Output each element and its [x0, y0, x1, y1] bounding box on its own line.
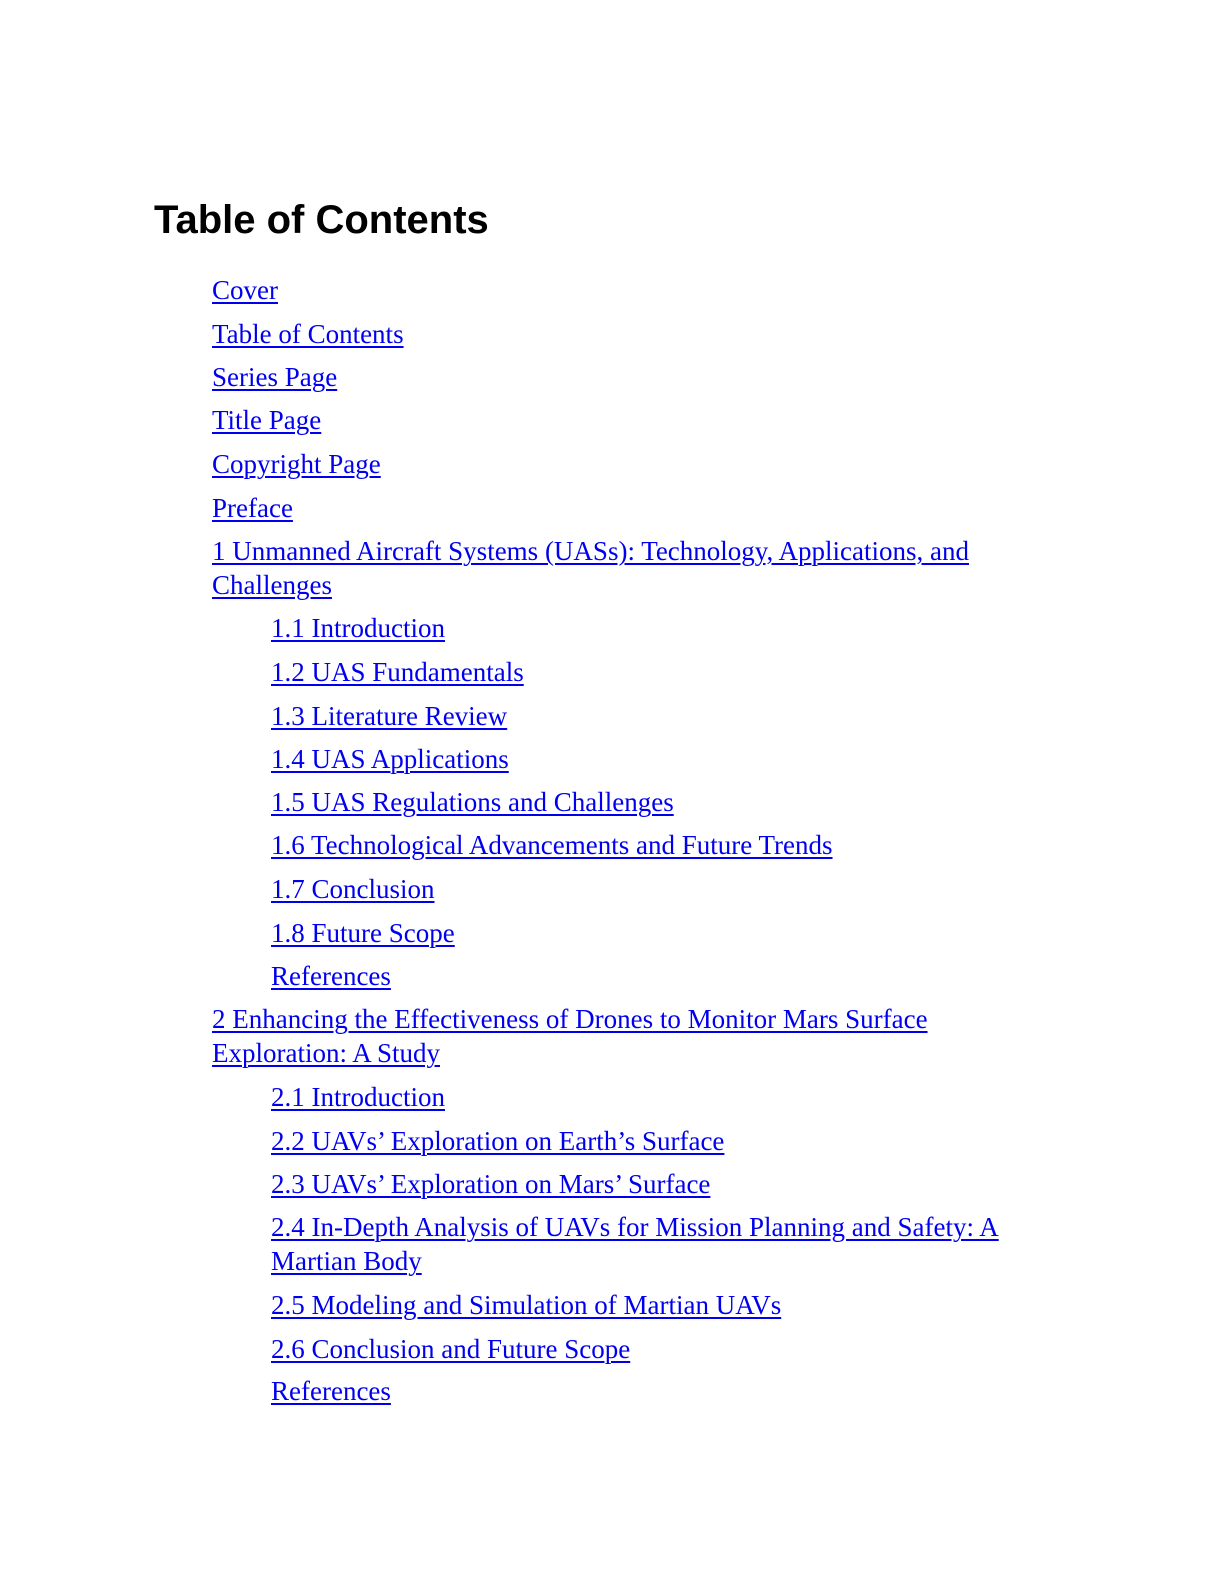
toc-entry-2-5 [271, 1288, 1061, 1322]
toc-entry-1-7 [271, 872, 1061, 906]
toc-link-table-of-contents[interactable]: Table of Contents [212, 319, 404, 349]
toc-entry-2-2 [271, 1124, 1061, 1158]
toc-link-2-3[interactable]: 2.3 UAVs’ Exploration on Mars’ Surface [271, 1169, 711, 1199]
toc-link-1-4[interactable]: 1.4 UAS Applications [271, 744, 509, 774]
toc-link-preface[interactable]: Preface [212, 493, 293, 523]
toc-entry-preface [212, 491, 1062, 525]
toc-entry-1-2 [271, 655, 1061, 689]
toc-entry-chapter-2 [212, 1002, 1062, 1070]
toc-entry-cover [212, 273, 1062, 307]
toc-entry-copyright-page [212, 447, 1062, 481]
toc-link-series-page[interactable]: Series Page [212, 362, 338, 392]
toc-entry-references-ch1 [271, 959, 1061, 993]
toc-link-1-1[interactable]: 1.1 Introduction [271, 613, 445, 643]
toc-entry-1-1 [271, 611, 1061, 645]
toc-heading: Table of Contents [154, 198, 489, 242]
toc-entry-2-3 [271, 1167, 1061, 1201]
toc-entry-chapter-1 [212, 534, 1062, 602]
toc-link-1-7[interactable]: 1.7 Conclusion [271, 874, 435, 904]
toc-entry-2-4 [271, 1210, 1061, 1278]
toc-link-1-6[interactable]: 1.6 Technological Advancements and Future Trends [271, 830, 833, 860]
toc-entry-1-4 [271, 742, 1061, 776]
toc-link-chapter-2[interactable]: 2 Enhancing the Effectiveness of Drones to Monitor Mars Surface Exploration: A Study [212, 1004, 928, 1068]
toc-link-2-2[interactable]: 2.2 UAVs’ Exploration on Earth’s Surface [271, 1126, 725, 1156]
toc-entry-1-6 [271, 828, 1061, 862]
toc-entry-1-5 [271, 785, 1061, 819]
toc-link-copyright-page[interactable]: Copyright Page [212, 449, 381, 479]
toc-entry-title-page [212, 403, 1062, 437]
toc-entry-1-3 [271, 699, 1061, 733]
toc-link-1-5[interactable]: 1.5 UAS Regulations and Challenges [271, 787, 674, 817]
toc-entry-2-1 [271, 1080, 1061, 1114]
toc-link-cover[interactable]: Cover [212, 275, 278, 305]
toc-link-title-page[interactable]: Title Page [212, 405, 322, 435]
toc-link-references-ch1[interactable]: References [271, 961, 391, 991]
toc-link-2-1[interactable]: 2.1 Introduction [271, 1082, 445, 1112]
toc-link-1-8[interactable]: 1.8 Future Scope [271, 918, 455, 948]
toc-entry-series-page [212, 360, 1062, 394]
toc-link-1-2[interactable]: 1.2 UAS Fundamentals [271, 657, 524, 687]
toc-link-chapter-1[interactable]: 1 Unmanned Aircraft Systems (UASs): Technology, Applications, and Challenges [212, 536, 970, 600]
toc-link-references-ch2[interactable]: References [271, 1376, 391, 1406]
toc-link-2-5[interactable]: 2.5 Modeling and Simulation of Martian UAVs [271, 1290, 782, 1320]
toc-entry-1-8 [271, 916, 1061, 950]
toc-entry-table-of-contents [212, 317, 1062, 351]
toc-link-1-3[interactable]: 1.3 Literature Review [271, 701, 508, 731]
toc-link-2-4[interactable]: 2.4 In-Depth Analysis of UAVs for Mission Planning and Safety: A Martian Body [271, 1212, 999, 1276]
toc-entry-references-ch2 [271, 1374, 1061, 1408]
toc-link-2-6[interactable]: 2.6 Conclusion and Future Scope [271, 1334, 631, 1364]
toc-entry-2-6 [271, 1332, 1061, 1366]
